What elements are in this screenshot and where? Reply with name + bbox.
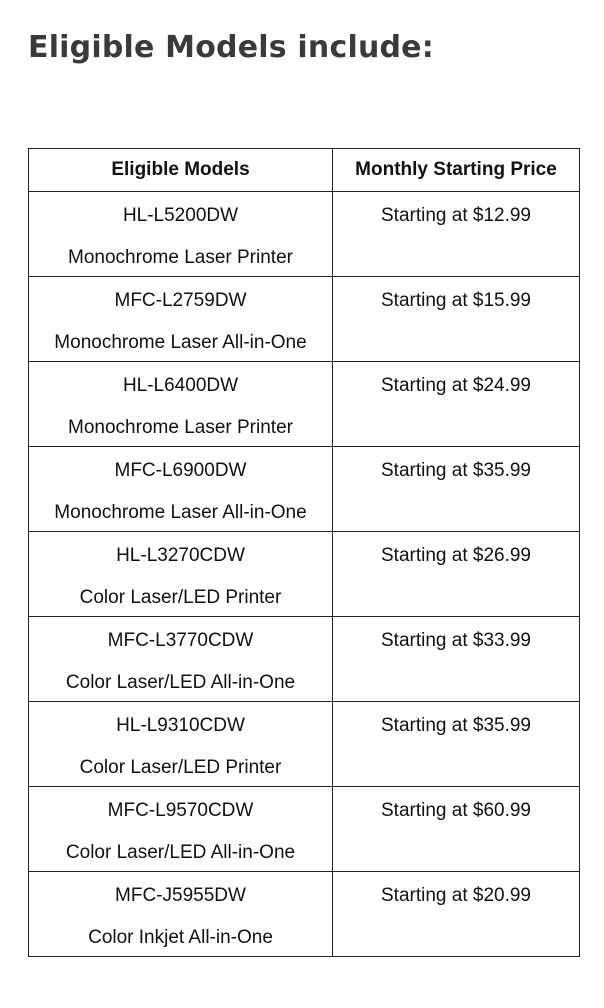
model-cell bbox=[29, 362, 333, 447]
table-row bbox=[29, 787, 580, 872]
model-description: Color Inkjet All-in-One bbox=[88, 927, 273, 948]
price-cell bbox=[333, 362, 580, 447]
starting-price: Starting at $35.99 bbox=[381, 460, 531, 481]
column-header-price: Monthly Starting Price bbox=[333, 149, 580, 192]
model-description: Monochrome Laser All-in-One bbox=[54, 502, 307, 523]
price-cell bbox=[333, 192, 580, 277]
table-row bbox=[29, 447, 580, 532]
model-description: Monochrome Laser Printer bbox=[68, 247, 293, 268]
model-description: Color Laser/LED Printer bbox=[79, 757, 282, 778]
model-cell bbox=[29, 532, 333, 617]
starting-price: Starting at $35.99 bbox=[381, 715, 531, 736]
model-cell bbox=[29, 617, 333, 702]
model-name: HL-L5200DW bbox=[122, 205, 239, 226]
starting-price: Starting at $20.99 bbox=[381, 885, 531, 906]
model-name: MFC-L6900DW bbox=[114, 460, 247, 481]
model-cell bbox=[29, 447, 333, 532]
model-description: Color Laser/LED All-in-One bbox=[65, 672, 296, 693]
price-cell bbox=[333, 787, 580, 872]
model-name: HL-L9310CDW bbox=[116, 715, 245, 736]
model-cell bbox=[29, 872, 333, 957]
price-cell bbox=[333, 617, 580, 702]
price-cell bbox=[333, 872, 580, 957]
starting-price: Starting at $12.99 bbox=[381, 205, 531, 226]
model-description: Monochrome Laser All-in-One bbox=[54, 332, 307, 353]
table-row bbox=[29, 872, 580, 957]
page-title: Eligible Models include: bbox=[28, 30, 434, 65]
model-name: MFC-J5955DW bbox=[115, 885, 246, 906]
model-name: MFC-L3770CDW bbox=[107, 630, 254, 651]
model-cell bbox=[29, 702, 333, 787]
table-row bbox=[29, 277, 580, 362]
price-cell bbox=[333, 447, 580, 532]
table-row bbox=[29, 192, 580, 277]
model-description: Monochrome Laser Printer bbox=[68, 417, 293, 438]
starting-price: Starting at $24.99 bbox=[381, 375, 531, 396]
model-description: Color Laser/LED All-in-One bbox=[65, 842, 296, 863]
table-row bbox=[29, 702, 580, 787]
starting-price: Starting at $60.99 bbox=[381, 800, 531, 821]
starting-price: Starting at $15.99 bbox=[381, 290, 531, 311]
starting-price: Starting at $33.99 bbox=[381, 630, 531, 651]
model-name: HL-L6400DW bbox=[122, 375, 239, 396]
model-cell bbox=[29, 277, 333, 362]
model-description: Color Laser/LED Printer bbox=[79, 587, 282, 608]
model-name: MFC-L2759DW bbox=[114, 290, 247, 311]
model-cell bbox=[29, 787, 333, 872]
price-cell bbox=[333, 532, 580, 617]
model-cell bbox=[29, 192, 333, 277]
table-header-row bbox=[29, 149, 580, 192]
model-name: MFC-L9570CDW bbox=[107, 800, 254, 821]
eligible-models-table bbox=[28, 148, 580, 957]
table-row bbox=[29, 617, 580, 702]
table-row bbox=[29, 362, 580, 447]
price-cell bbox=[333, 702, 580, 787]
price-cell bbox=[333, 277, 580, 362]
table-row bbox=[29, 532, 580, 617]
starting-price: Starting at $26.99 bbox=[381, 545, 531, 566]
model-name: HL-L3270CDW bbox=[116, 545, 245, 566]
column-header-models: Eligible Models bbox=[29, 149, 333, 192]
